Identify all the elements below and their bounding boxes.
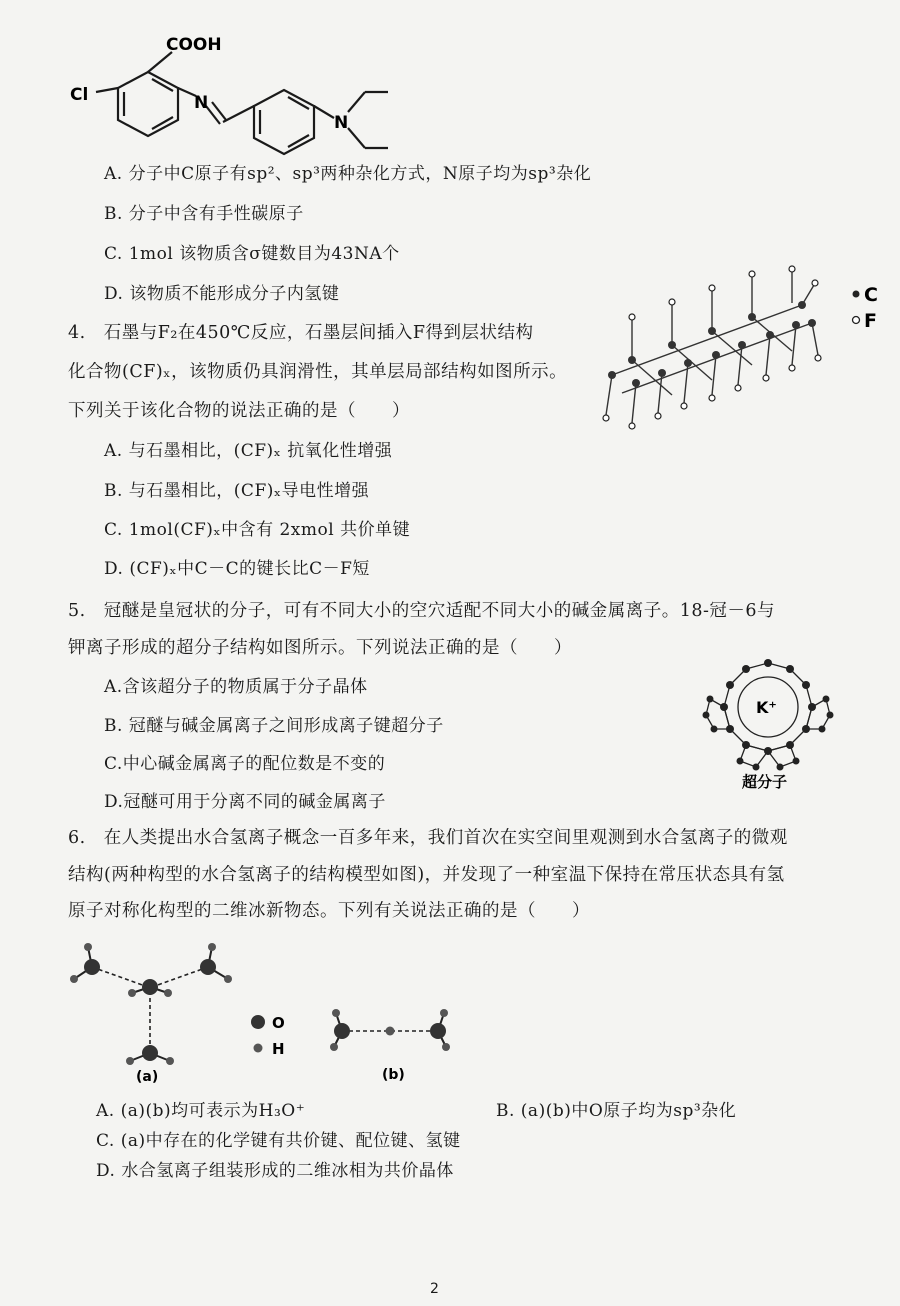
q5-stem-line-2: 钾离子形成的超分子结构如图所示。下列说法正确的是（ ）	[68, 638, 572, 658]
fig-b-label: (b)	[382, 1067, 405, 1083]
cf-legend	[850, 282, 900, 332]
q4-stem-line-3: 下列关于该化合物的说法正确的是（ ）	[68, 401, 410, 421]
q5-option-d: D.冠醚可用于分离不同的碱金属离子	[104, 792, 386, 812]
q3-molecule-figure	[60, 20, 440, 170]
q3-option-c: C. 1mol 该物质含σ键数目为43NA个	[104, 244, 400, 264]
cooh-label: COOH	[166, 35, 222, 55]
q6-stem-line-3: 原子对称化构型的二维冰新物态。下列有关说法正确的是（ ）	[68, 901, 590, 921]
q5-stem-line-1: 5. 冠醚是皇冠状的分子，可有不同大小的空穴适配不同大小的碱金属离子。18-冠－6与	[68, 601, 776, 621]
amine-n-label: N	[334, 113, 349, 133]
fig-a-label: (a)	[136, 1069, 159, 1085]
crown-ether-supramolecule-figure	[700, 655, 840, 795]
q6-option-c: C. (a)中存在的化学键有共价键、配位键、氢键	[96, 1131, 461, 1151]
q4-option-c: C. 1mol(CF)ₓ中含有 2xmol 共价单键	[104, 520, 411, 540]
q6-stem-line-2: 结构(两种构型的水合氢离子的结构模型如图)，并发现了一种室温下保持在常压状态具有氢	[68, 865, 785, 885]
q5-option-b: B. 冠醚与碱金属离子之间形成离子键超分子	[104, 716, 444, 736]
cl-label: Cl	[70, 85, 89, 105]
legend-f-label: F	[864, 310, 877, 332]
q5-option-a: A.含该超分子的物质属于分子晶体	[104, 677, 368, 697]
q3-option-b: B. 分子中含有手性碳原子	[104, 204, 304, 224]
q4-stem-line-2: 化合物(CF)ₓ，该物质仍具润滑性，其单层局部结构如图所示。	[68, 362, 568, 382]
legend-c-label: C	[864, 284, 878, 306]
q6-option-d: D. 水合氢离子组装形成的二维冰相为共价晶体	[96, 1161, 454, 1181]
q3-option-d: D. 该物质不能形成分子内氢键	[104, 284, 340, 304]
legend-h-label: H	[272, 1040, 285, 1058]
q4-option-b: B. 与石墨相比，(CF)ₓ导电性增强	[104, 481, 370, 501]
q6-option-b: B. (a)(b)中O原子均为sp³杂化	[496, 1101, 737, 1121]
cf-layer-structure-figure	[592, 265, 842, 435]
q4-stem-line-1: 4. 石墨与F₂在450℃反应，石墨层间插入F得到层状结构	[68, 323, 534, 343]
legend-o-label: O	[272, 1014, 285, 1032]
q6-option-a: A. (a)(b)均可表示为H₃O⁺	[96, 1101, 306, 1121]
oh-legend	[250, 1012, 310, 1062]
supramolecule-caption: 超分子	[742, 773, 788, 791]
hydronium-structure-b-figure	[320, 1005, 470, 1085]
q4-option-a: A. 与石墨相比，(CF)ₓ 抗氧化性增强	[104, 441, 393, 461]
hydronium-structure-a-figure	[60, 935, 250, 1085]
q3-option-a: A. 分子中C原子有sp²、sp³两种杂化方式，N原子均为sp³杂化	[104, 164, 592, 184]
imine-n-label: N	[194, 93, 209, 113]
page-number: 2	[430, 1281, 440, 1297]
k-ion-label: K⁺	[756, 698, 777, 717]
q6-stem-line-1: 6. 在人类提出水合氢离子概念一百多年来，我们首次在实空间里观测到水合氢离子的微观	[68, 828, 788, 848]
q5-option-c: C.中心碱金属离子的配位数是不变的	[104, 754, 386, 774]
q4-option-d: D. (CF)ₓ中C－C的键长比C－F短	[104, 559, 370, 579]
